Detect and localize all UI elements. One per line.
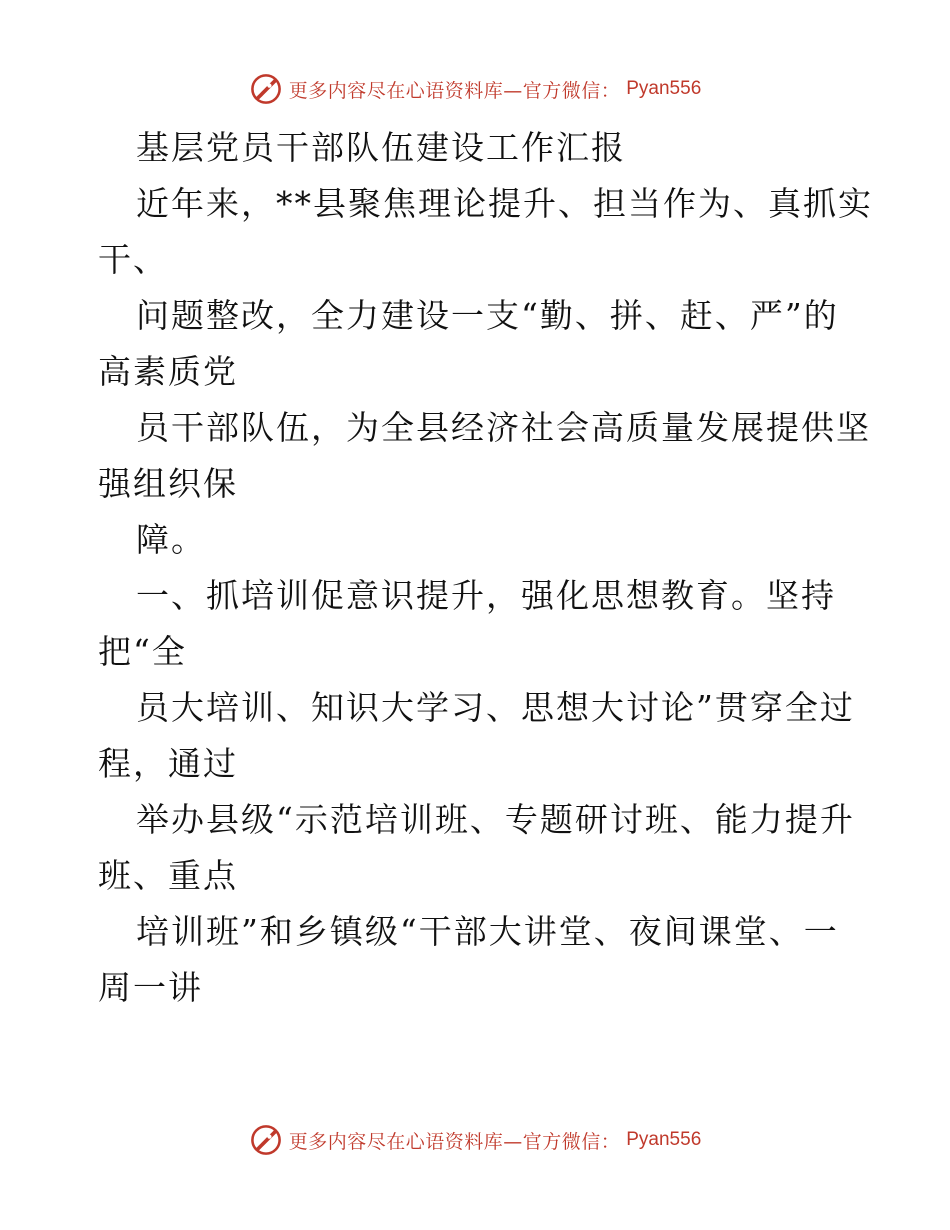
paragraph-line: 周一讲 xyxy=(98,968,203,1007)
paragraph-line: 障。 xyxy=(136,520,206,559)
paragraph-line: 培训班”和乡镇级“干部大讲堂、夜间课堂、一 xyxy=(136,912,839,951)
document-title: 基层党员干部队伍建设工作汇报 xyxy=(136,128,626,167)
paragraph-line: 近年来，**县聚焦理论提升、担当作为、真抓实 xyxy=(136,184,873,223)
watermark-text: 更多内容尽在心语资料库—官方微信： xyxy=(288,79,621,102)
header-watermark xyxy=(0,72,950,106)
paragraph-line: 把“全 xyxy=(98,632,187,671)
watermark-wechat-id: Pyan556 xyxy=(626,1129,702,1150)
footer-watermark xyxy=(0,1123,950,1157)
paragraph-line: 问题整改，全力建设一支“勤、拼、赶、严”的 xyxy=(136,296,839,335)
paragraph-line: 员大培训、知识大学习、思想大讨论”贯穿全过 xyxy=(136,688,855,727)
paragraph-line: 举办县级“示范培训班、专题研讨班、能力提升 xyxy=(136,800,855,839)
section-heading-line: 一、抓培训促意识提升，强化思想教育。坚持 xyxy=(136,576,836,615)
paragraph-line: 员干部队伍，为全县经济社会高质量发展提供坚 xyxy=(136,408,871,447)
document-body xyxy=(98,120,873,1016)
watermark-wechat-id: Pyan556 xyxy=(626,78,702,99)
paragraph-line: 班、重点 xyxy=(98,856,238,895)
paragraph-line: 强组织保 xyxy=(98,464,238,503)
pen-logo-icon xyxy=(249,72,283,106)
paragraph-line: 干、 xyxy=(98,240,168,279)
pen-logo-icon xyxy=(249,1123,283,1157)
paragraph-line: 高素质党 xyxy=(98,352,238,391)
paragraph-line: 程，通过 xyxy=(98,744,238,783)
watermark-text: 更多内容尽在心语资料库—官方微信： xyxy=(288,1130,621,1153)
